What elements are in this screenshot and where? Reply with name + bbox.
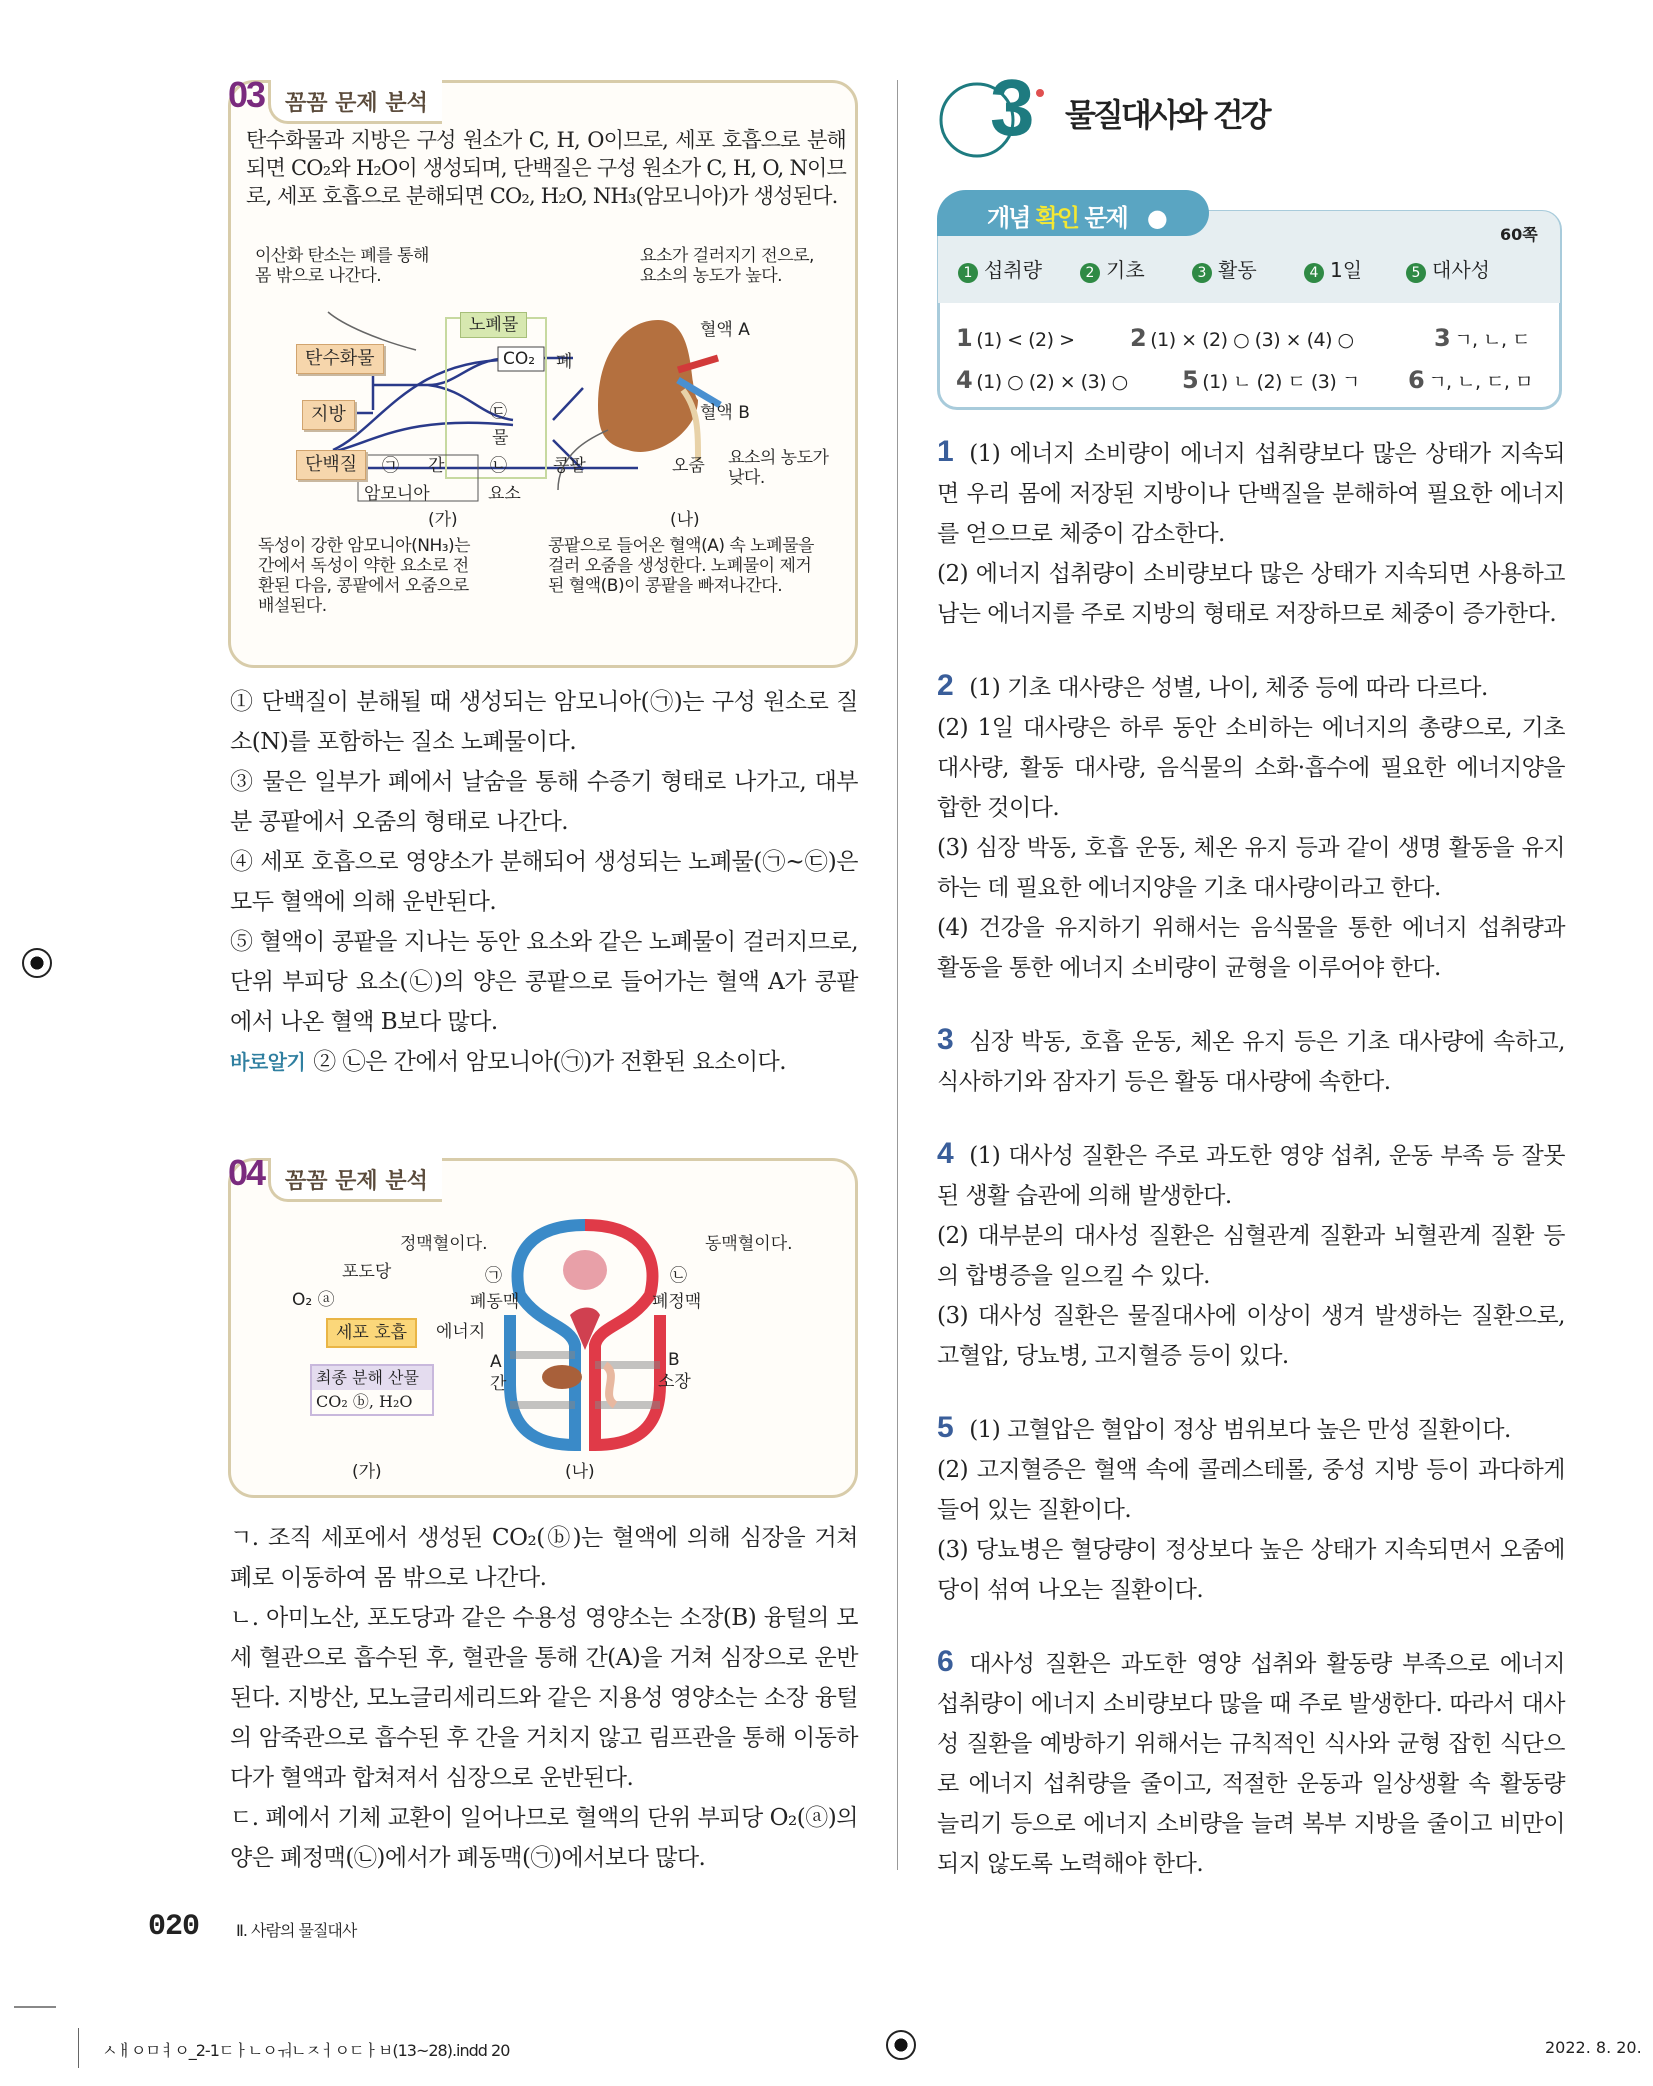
chapter-number: 3 [990,63,1035,152]
intestine-label: 소장 [658,1372,691,1392]
venous-note: 정맥혈이다. [400,1234,488,1254]
note-urea-high: 요소가 걸러지기 전으로, 요소의 농도가 높다. [640,246,814,286]
liver-label: 간 [428,456,445,476]
correction-label: 바로알기 [230,1050,306,1074]
keyword-item: 5 대사성 [1406,254,1490,283]
glucose-label: 포도당 [342,1262,392,1282]
solution-1: 1 (1) 에너지 소비량이 에너지 섭취량보다 많은 상태가 지속되면 우리 몸에 저장된 지방이나 단백질을 분해하여 필요한 에너지를 얻으므로 체중이 감소한다. (2) 에너지 섭취량이 소비량보다 많은 상태가 지속되면 사용하고 남는 에너지를 주로 지방의 형태로 저장하므로 체중이 증가한다. [937,435,1565,627]
pulmonary-vein-label: 폐정맥 [652,1292,702,1312]
solution-2: 2 (1) 기초 대사량은 성별, 나이, 체중 등에 따라 다르다. (2) 1일 대사량은 하루 동안 소비하는 에너지의 총량으로, 기초 대사량, 활동 대사량, 음식물의 소화·흡수에 필요한 에너지양을 합한 것이다. (3) 심장 박동, 호흡 운동, 체온 유지 등과 같이 생명 활동을 유지하는 데 필요한 에너지양을 기초 대사량이라고 한다. (4) 건강을 유지하기 위해서는 음식물을 통한 에너지 섭취량과 활동을 통한 에너지 소비량이 균형을 이루어야 한다. [937,669,1565,981]
solution-6: 6 대사성 질환은 과도한 영양 섭취와 활동량 부족으로 에너지 섭취량이 에너지 소비량보다 많을 때 주로 발생한다. 따라서 대사성 질환을 예방하기 위해서는 규칙적인 식사와 균형 잡힌 식단으로 에너지 섭취량을 줄이고, 적절한 운동과 일상생활 속 활동량 늘리기 등으로 에너지 소비량을 늘려 복부 지방을 줄이고 비만이 되지 않도록 노력해야 한다. [937,1645,1565,1877]
explanation-item: ㄱ. 조직 세포에서 생성된 CO₂(ⓑ)는 혈액에 의해 심장을 거쳐 폐로 이동하여 몸 밖으로 나간다. [230,1525,858,1591]
explanation-item: ① 단백질이 분해될 때 생성되는 암모니아(㉠)는 구성 원소로 질소(N)를 포함하는 질소 노폐물이다. [230,689,858,755]
final-products-box: 최종 분해 산물 CO₂ ⓑ, H₂O [310,1364,434,1416]
respiration-box: 세포 호흡 [326,1318,417,1348]
blood-b-label: 혈액 B [700,403,750,423]
keyword-item: 2 기초 [1080,254,1192,283]
answer-item: 4 (1) ○ (2) × (3) ○ [956,366,1128,394]
q04-explanations [230,1518,858,1878]
answer-item: 2 (1) × (2) ○ (3) × (4) ○ [1130,324,1354,352]
label-ga: (가) [352,1462,382,1482]
note-ammonia: 독성이 강한 암모니아(NH₃)는 간에서 독성이 약한 요소로 전 환된 다음, 콩팥에서 오줌으로 배설된다. [258,536,471,616]
B-label: B [668,1350,680,1370]
file-info: ㅅㅐㅇㅁㅕㅇ_2-1ㄷㅏㄴㅇㅝㄴㅈㅓㅇㄷㅏㅂ(13~28).indd 20 [102,2041,510,2060]
crop-mark [14,2006,56,2008]
kidney-label: 콩팥 [553,456,586,476]
note-urea-low: 요소의 농도가 낮다. [728,448,829,488]
waste-label: 노폐물 [460,312,527,338]
keyword-item: 1 섭취량 [958,254,1080,283]
carbohydrate-box: 탄수화물 [296,344,384,374]
o2-label: O₂ ⓐ [292,1290,335,1310]
A-label: A [490,1352,502,1372]
page-number: 020 [148,1910,200,1944]
q03-intro: 탄수화물과 지방은 구성 원소가 C, H, O이므로, 세포 호흡으로 분해되면 CO₂와 H₂O이 생성되며, 단백질은 구성 원소가 C, H, O, N이므로, 세포 호흡으로 분해되면 CO₂, H₂O, NH₃(암모니아)가 생성된다. [246,128,846,208]
keyword-item: 3 활동 [1192,254,1304,283]
label-ga: (가) [428,510,458,530]
solution-4: 4 (1) 대사성 질환은 주로 과도한 영양 섭취, 운동 부족 등 잘못된 생활 습관에 의해 발생한다. (2) 대부분의 대사성 질환은 심혈관계 질환과 뇌혈관계 질환 등의 합병증을 일으킬 수 있다. (3) 대사성 질환은 물질대사에 이상이 생겨 발생하는 질환으로, 고혈압, 당뇨병, 고지혈증 등이 있다. [937,1137,1565,1369]
solutions [937,434,1565,1884]
chapter-title: 물질대사와 건강 [1065,96,1269,134]
arterial-note: 동맥혈이다. [705,1234,793,1254]
co2-label: CO₂ [503,349,536,369]
column-divider [897,80,898,1870]
q04-number: 04 [228,1152,265,1193]
answer-item: 5 (1) ㄴ (2) ㄷ (3) ㄱ [1182,366,1360,394]
urine-label: 오줌 [672,456,705,476]
a-mark: ㉠ [382,456,399,476]
water-label: 물 [492,428,509,448]
pulmonary-artery-label: 폐동맥 [470,1292,520,1312]
correction: 바로알기 ② ㉡은 간에서 암모니아(㉠)가 전환된 요소이다. [230,1049,787,1075]
explanation-item: ㄷ. 폐에서 기체 교환이 일어나므로 혈액의 단위 부피당 O₂(ⓐ)의 양은 폐정맥(㉡)에서가 폐동맥(㉠)에서보다 많다. [230,1805,858,1871]
answer-item: 1 (1) < (2) > [956,324,1075,352]
keyword-list [958,254,1558,283]
circulation-diagram [500,1215,670,1455]
answer-item: 3 ㄱ, ㄴ, ㄷ [1434,324,1530,352]
explanation-item: ③ 물은 일부가 폐에서 날숨을 통해 수증기 형태로 나가고, 대부분 콩팥에서 오줌의 형태로 나간다. [230,769,858,835]
blood-a-label: 혈액 A [700,320,750,340]
q03-tag: 꼼꼼 문제 분석 [268,80,442,124]
concept-title: 개념 확인 문제 ● [937,190,1209,236]
explanation-item: ⑤ 혈액이 콩팥을 지나는 동안 요소와 같은 노폐물이 걸러지므로, 단위 부피당 요소(㉡)의 양은 콩팥으로 들어가는 혈액 A가 콩팥에서 나온 혈액 B보다 많다. [230,929,858,1035]
b-mark: ㉡ [490,456,507,476]
b-mark: ㉡ [670,1266,687,1286]
urea-label: 요소 [488,484,521,504]
a-mark: ㉠ [485,1266,502,1286]
note-co2: 이산화 탄소는 폐를 통해 몸 밖으로 나간다. [255,246,429,286]
crop-mark [78,2028,79,2068]
energy-label: 에너지 [436,1322,486,1342]
q04-tag: 꼼꼼 문제 분석 [268,1158,442,1202]
label-na: (나) [565,1462,595,1482]
solution-3: 3 심장 박동, 호흡 운동, 체온 유지 등은 기초 대사량에 속하고, 식사하기와 잠자기 등은 활동 대사량에 속한다. [937,1023,1565,1095]
section-name: Ⅱ. 사람의 물질대사 [236,1921,357,1940]
ammonia-label: 암모니아 [364,484,430,504]
concept-page: 60쪽 [1500,225,1538,244]
registration-mark-icon [886,2030,916,2060]
answer-grid [956,318,1556,402]
registration-mark-icon [22,948,52,978]
q03-number: 03 [228,74,265,115]
keyword-item: 4 1일 [1304,254,1406,283]
fat-box: 지방 [302,400,355,430]
print-date: 2022. 8. 20. [1545,2038,1642,2057]
protein-box: 단백질 [296,450,366,480]
q03-explanations [230,682,858,1082]
c-mark: ㉢ [490,402,507,422]
solution-5: 5 (1) 고혈압은 혈압이 정상 범위보다 높은 만성 질환이다. (2) 고지혈증은 혈액 속에 콜레스테롤, 중성 지방 등이 과다하게 들어 있는 질환이다. (3) 당뇨병은 혈당량이 정상보다 높은 상태가 지속되면서 오줌에 당이 섞여 나오는 질환이다. [937,1411,1565,1603]
explanation-item: ④ 세포 호흡으로 영양소가 분해되어 생성되는 노폐물(㉠~㉢)은 모두 혈액에 의해 운반된다. [230,849,858,915]
explanation-item: ㄴ. 아미노산, 포도당과 같은 수용성 영양소는 소장(B) 융털의 모세 혈관으로 흡수된 후, 혈관을 통해 간(A)을 거쳐 심장으로 운반된다. 지방산, 모노글리세리드와 같은 지용성 영양소는 소장 융털의 암죽관으로 흡수된 후 간을 거치지 않고 림프관을 통해 이동하다가 혈액과 합쳐져서 심장으로 운반된다. [230,1605,858,1791]
liver-label: 간 [490,1374,507,1394]
lung-label: 폐 [556,352,573,372]
note-kidney: 콩팥으로 들어온 혈액(A) 속 노폐물을 걸러 오줌을 생성한다. 노폐물이 제거 된 혈액(B)이 콩팥을 빠져나간다. [548,536,814,596]
answer-item: 6 ㄱ, ㄴ, ㄷ, ㅁ [1408,366,1533,394]
label-na: (나) [670,510,700,530]
